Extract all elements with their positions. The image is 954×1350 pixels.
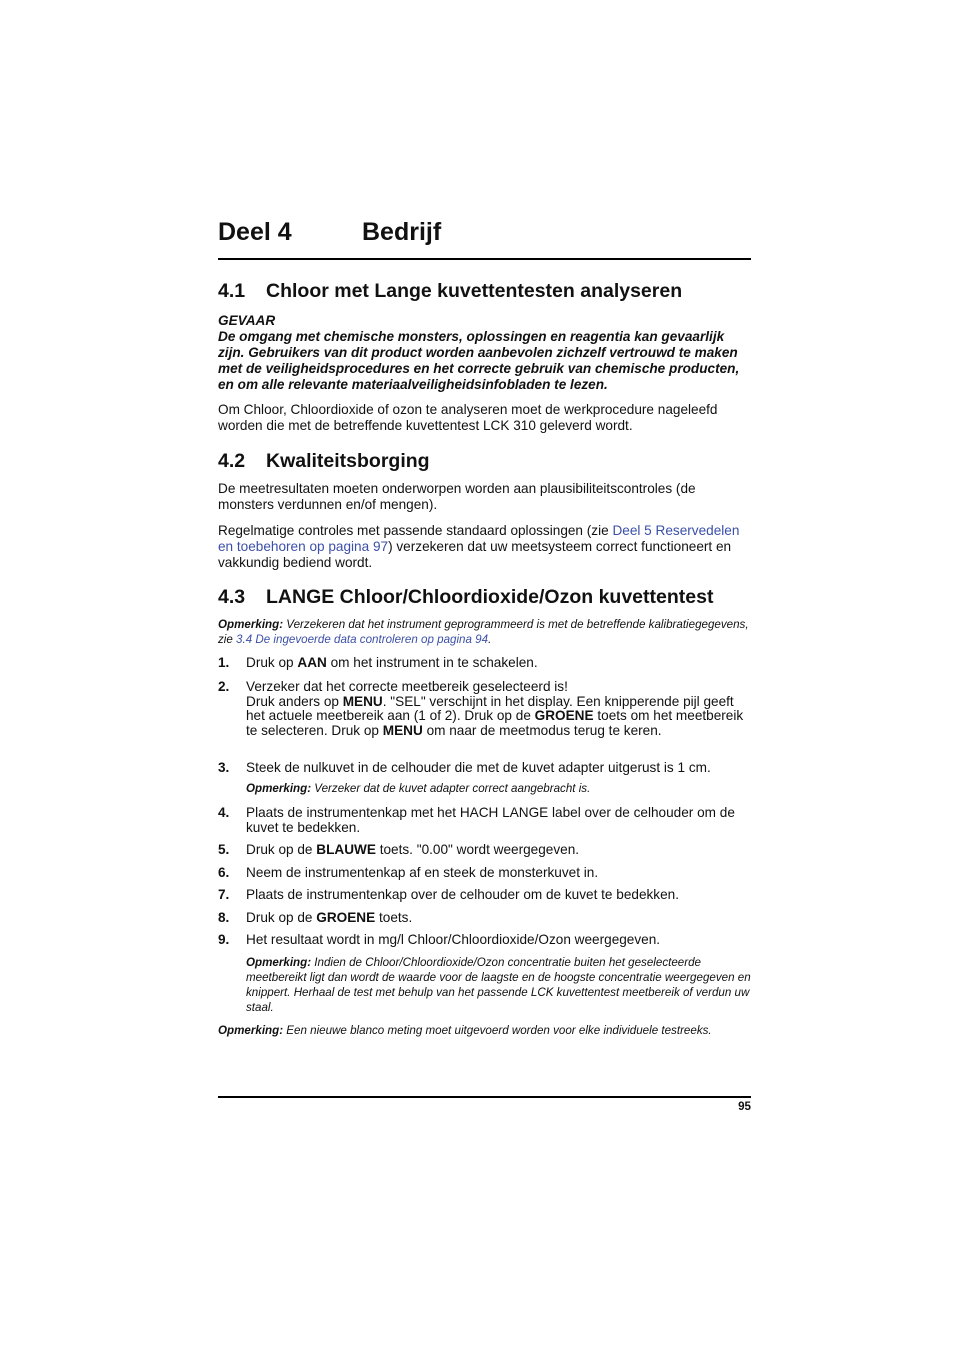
section-title: Chloor met Lange kuvettentesten analyseren xyxy=(266,280,683,302)
text: Druk op de xyxy=(246,842,317,857)
key-name: BLAUWE xyxy=(316,842,376,857)
step-text: Plaats de instrumentenkap met het HACH LANGE label over de celhouder om de kuvet te bedekken. xyxy=(246,805,735,835)
text: toets. xyxy=(375,910,413,925)
step-note xyxy=(246,781,751,796)
step-number: 3. xyxy=(218,760,230,775)
step-number: 6. xyxy=(218,865,230,880)
text: toets. "0.00" wordt weergegeven. xyxy=(375,842,580,857)
key-name: AAN xyxy=(297,655,327,670)
key-name: MENU xyxy=(382,722,423,738)
note-label: Opmerking: xyxy=(218,1024,284,1037)
step-number: 1. xyxy=(218,655,230,670)
section-title: LANGE Chloor/Chloordioxide/Ozon kuvettentest xyxy=(266,586,714,608)
step-text xyxy=(246,680,751,738)
step-number: 2. xyxy=(218,679,230,694)
step-text: Het resultaat wordt in mg/l Chloor/Chloordioxide/Ozon weergegeven. xyxy=(246,932,661,947)
step-number: 7. xyxy=(218,887,230,902)
note xyxy=(218,617,751,647)
paragraph: Om Chloor, Chloordioxide of ozon te analyseren moet de werkprocedure nageleefd worden die met de betreffende kuvettentest LCK 310 geleverd wordt. xyxy=(218,402,718,433)
step-number: 4. xyxy=(218,805,230,820)
chapter-heading xyxy=(218,216,751,260)
step-text xyxy=(246,656,751,671)
section-number: 4.1 xyxy=(218,280,246,302)
text: om het instrument in te schakelen. xyxy=(326,655,538,670)
note-label: Opmerking: xyxy=(218,618,284,631)
footer-rule xyxy=(218,1096,751,1098)
section-number: 4.3 xyxy=(218,586,246,608)
text: Verzeker dat de kuvet adapter correct aangebracht is. xyxy=(311,782,591,795)
paragraph: De meetresultaten moeten onderworpen worden aan plausibiliteitscontroles (de monsters verdunnen en/of mengen). xyxy=(218,481,696,512)
key-name: GROENE xyxy=(534,708,594,724)
text: om naar de meetmodus terug te keren. xyxy=(422,722,662,738)
step-text: Plaats de instrumentenkap over de celhouder om de kuvet te bedekken. xyxy=(246,887,680,902)
text: Indien de Chloor/Chloordioxide/Ozon concentratie buiten het geselecteerde meetbereikt ligt dan wordt de waarde voor de laagste en de hoogste concentratie weergegeven en knippert. Herhaal de test met behulp van het passende LCK kuvettentest meetbereik of verdun uw staal. xyxy=(246,956,751,1014)
step-note xyxy=(246,955,751,1015)
step-text xyxy=(246,911,751,926)
step-text: Steek de nulkuvet in de celhouder die met de kuvet adapter uitgerust is 1 cm. xyxy=(246,760,711,775)
text: Een nieuwe blanco meting moet uitgevoerd worden voor elke individuele testreeks. xyxy=(283,1024,712,1037)
paragraph xyxy=(218,523,751,571)
note-label: Opmerking: xyxy=(246,956,312,969)
section-number: 4.2 xyxy=(218,450,246,472)
text: ) verzekeren dat uw meetsysteem correct functioneert en vakkundig bediend wordt. xyxy=(218,539,732,570)
text: Verzekeren dat het instrument geprogrammeerd is met de betreffende kalibratiegegevens, zie xyxy=(218,618,749,646)
section-heading-4-1 xyxy=(218,280,682,303)
step-text: Neem de instrumentenkap af en steek de monsterkuvet in. xyxy=(246,865,599,880)
text: . xyxy=(488,633,492,646)
cross-reference-link[interactable]: 3.4 De ingevoerde data controleren op pagina 94 xyxy=(236,633,489,646)
page-number: 95 xyxy=(738,1100,751,1113)
chapter-title: Bedrijf xyxy=(362,218,442,246)
section-heading-4-2 xyxy=(218,450,430,473)
step-number: 8. xyxy=(218,910,230,925)
note-label: Opmerking: xyxy=(246,782,312,795)
danger-label: GEVAAR xyxy=(218,313,276,328)
text: toets om het meetbereik te selecteren. Druk op xyxy=(246,708,744,738)
section-title: Kwaliteitsborging xyxy=(266,450,430,472)
key-name: GROENE xyxy=(316,910,376,925)
text: Druk op de xyxy=(246,910,317,925)
danger-text: De omgang met chemische monsters, oplossingen en reagentia kan gevaarlijk zijn. Gebruikers van dit product worden aanbevolen zichzelf vertrouwd te maken met de veiligheidsprocedures en het correcte gebruik van chemische producten, en om alle relevante materiaalveiligheidsinfobladen te lezen. xyxy=(218,329,740,392)
final-note xyxy=(218,1023,751,1038)
step-number: 5. xyxy=(218,842,230,857)
section-heading-4-3 xyxy=(218,586,713,609)
step-text xyxy=(246,843,751,858)
text: Regelmatige controles met passende standaard oplossingen (zie xyxy=(218,523,613,538)
cross-reference-link[interactable]: Deel 5 Reservedelen en toebehoren op pagina 97 xyxy=(218,523,740,554)
step-number: 9. xyxy=(218,932,230,947)
text: Druk op xyxy=(246,655,298,670)
key-name: MENU xyxy=(342,693,383,709)
text: . "SEL" verschijnt in het display. Een knipperende pijl geeft het actuele meetbereik aan (1 of 2). Druk op de xyxy=(246,693,734,724)
chapter-number: Deel 4 xyxy=(218,218,292,246)
text: Druk anders op xyxy=(246,693,343,709)
text: Verzeker dat het correcte meetbereik geselecteerd is! xyxy=(246,679,568,694)
